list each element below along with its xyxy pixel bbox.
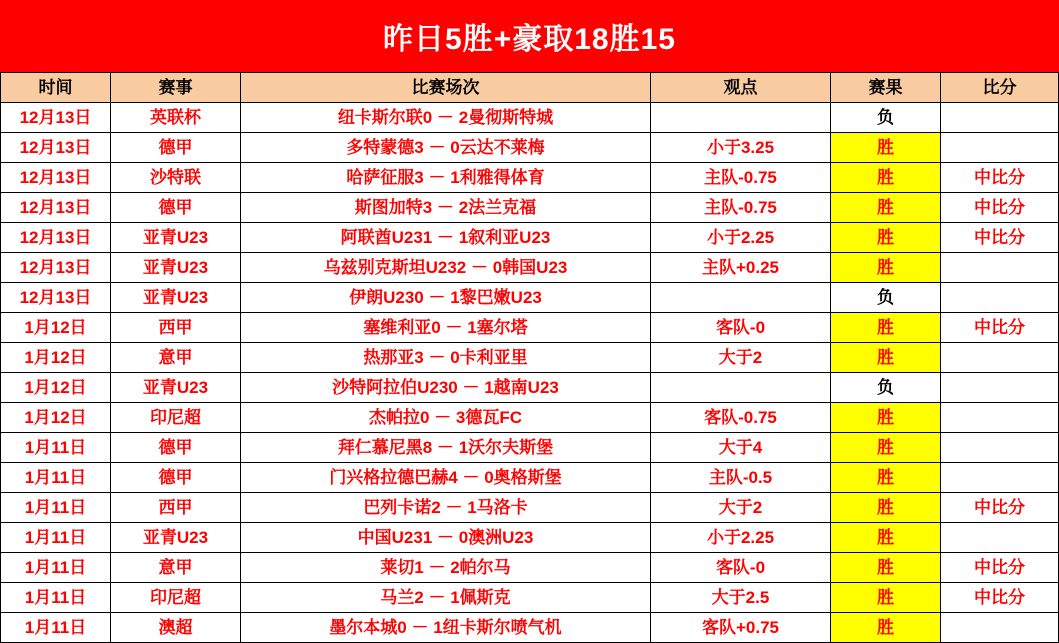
cell-time: 1月12日 [1, 403, 111, 433]
cell-view: 主队-0.75 [651, 163, 831, 193]
cell-match: 多特蒙德3 － 0云达不莱梅 [241, 133, 651, 163]
table-header [1, 73, 1059, 103]
cell-score: 中比分 [941, 223, 1059, 253]
table-row [1, 283, 1059, 313]
status-badge: 胜 [831, 343, 941, 373]
status-badge: 胜 [831, 433, 941, 463]
cell-view: 小于2.25 [651, 523, 831, 553]
cell-time: 1月12日 [1, 373, 111, 403]
table-row [1, 253, 1059, 283]
table-row [1, 163, 1059, 193]
cell-time: 1月12日 [1, 343, 111, 373]
column-header-league: 赛事 [111, 73, 241, 103]
cell-league: 沙特联 [111, 163, 241, 193]
table-row [1, 343, 1059, 373]
cell-view [651, 373, 831, 403]
column-header-result: 赛果 [831, 73, 941, 103]
cell-score: 中比分 [941, 553, 1059, 583]
table-row [1, 103, 1059, 133]
cell-time: 1月11日 [1, 463, 111, 493]
cell-view: 客队-0.75 [651, 403, 831, 433]
cell-time: 1月11日 [1, 553, 111, 583]
status-badge: 胜 [831, 523, 941, 553]
cell-league: 澳超 [111, 613, 241, 643]
cell-view: 客队-0 [651, 553, 831, 583]
status-badge: 胜 [831, 493, 941, 523]
status-badge: 胜 [831, 403, 941, 433]
cell-league: 西甲 [111, 313, 241, 343]
table-row [1, 193, 1059, 223]
status-badge: 胜 [831, 313, 941, 343]
status-badge: 胜 [831, 583, 941, 613]
cell-league: 亚青U23 [111, 523, 241, 553]
status-badge: 胜 [831, 133, 941, 163]
cell-score: 中比分 [941, 313, 1059, 343]
cell-time: 1月11日 [1, 433, 111, 463]
cell-view: 主队+0.25 [651, 253, 831, 283]
cell-league: 印尼超 [111, 583, 241, 613]
cell-view: 大于2.5 [651, 583, 831, 613]
status-badge: 胜 [831, 163, 941, 193]
cell-score [941, 433, 1059, 463]
cell-score: 中比分 [941, 583, 1059, 613]
cell-match: 门兴格拉德巴赫4 － 0奥格斯堡 [241, 463, 651, 493]
column-header-time: 时间 [1, 73, 111, 103]
cell-league: 德甲 [111, 193, 241, 223]
cell-view: 客队-0 [651, 313, 831, 343]
cell-score: 中比分 [941, 193, 1059, 223]
cell-score [941, 613, 1059, 643]
results-table [0, 72, 1059, 643]
cell-time: 12月13日 [1, 223, 111, 253]
status-badge: 胜 [831, 223, 941, 253]
table-row [1, 313, 1059, 343]
status-badge: 胜 [831, 253, 941, 283]
cell-view: 主队-0.5 [651, 463, 831, 493]
cell-league: 印尼超 [111, 403, 241, 433]
cell-score [941, 403, 1059, 433]
table-row [1, 433, 1059, 463]
cell-match: 莱切1 － 2帕尔马 [241, 553, 651, 583]
cell-league: 英联杯 [111, 103, 241, 133]
cell-match: 巴列卡诺2 － 1马洛卡 [241, 493, 651, 523]
cell-league: 德甲 [111, 133, 241, 163]
cell-time: 1月11日 [1, 613, 111, 643]
cell-time: 12月13日 [1, 103, 111, 133]
cell-match: 纽卡斯尔联0 － 2曼彻斯特城 [241, 103, 651, 133]
cell-view [651, 103, 831, 133]
cell-score [941, 253, 1059, 283]
cell-league: 西甲 [111, 493, 241, 523]
cell-time: 1月11日 [1, 583, 111, 613]
cell-match: 拜仁慕尼黑8 － 1沃尔夫斯堡 [241, 433, 651, 463]
table-row [1, 463, 1059, 493]
column-header-view: 观点 [651, 73, 831, 103]
cell-match: 阿联酋U231 － 1叙利亚U23 [241, 223, 651, 253]
cell-match: 马兰2 － 1佩斯克 [241, 583, 651, 613]
cell-view: 小于3.25 [651, 133, 831, 163]
cell-match: 沙特阿拉伯U230 － 1越南U23 [241, 373, 651, 403]
cell-match: 斯图加特3 － 2法兰克福 [241, 193, 651, 223]
cell-time: 12月13日 [1, 163, 111, 193]
cell-score [941, 373, 1059, 403]
cell-league: 德甲 [111, 463, 241, 493]
table-row [1, 223, 1059, 253]
cell-view [651, 283, 831, 313]
cell-time: 1月11日 [1, 523, 111, 553]
cell-view: 大于4 [651, 433, 831, 463]
cell-match: 塞维利亚0 － 1塞尔塔 [241, 313, 651, 343]
cell-time: 1月11日 [1, 493, 111, 523]
cell-match: 墨尔本城0 － 1纽卡斯尔喷气机 [241, 613, 651, 643]
cell-view: 主队-0.75 [651, 193, 831, 223]
cell-view: 小于2.25 [651, 223, 831, 253]
cell-view: 大于2 [651, 343, 831, 373]
table-row [1, 583, 1059, 613]
status-badge: 胜 [831, 613, 941, 643]
status-badge: 负 [831, 373, 941, 403]
cell-view: 大于2 [651, 493, 831, 523]
cell-league: 亚青U23 [111, 253, 241, 283]
cell-time: 12月13日 [1, 283, 111, 313]
cell-match: 中国U231 － 0澳洲U23 [241, 523, 651, 553]
table-body [1, 103, 1059, 643]
cell-league: 亚青U23 [111, 283, 241, 313]
status-badge: 负 [831, 103, 941, 133]
cell-match: 热那亚3 － 0卡利亚里 [241, 343, 651, 373]
cell-score [941, 133, 1059, 163]
cell-score: 中比分 [941, 493, 1059, 523]
cell-league: 亚青U23 [111, 373, 241, 403]
cell-league: 意甲 [111, 553, 241, 583]
cell-score: 中比分 [941, 163, 1059, 193]
cell-match: 乌兹别克斯坦U232 － 0韩国U23 [241, 253, 651, 283]
table-row [1, 403, 1059, 433]
table-row [1, 613, 1059, 643]
table-row [1, 133, 1059, 163]
cell-view: 客队+0.75 [651, 613, 831, 643]
cell-score [941, 283, 1059, 313]
table-row [1, 553, 1059, 583]
table-row [1, 523, 1059, 553]
cell-league: 德甲 [111, 433, 241, 463]
column-header-score: 比分 [941, 73, 1059, 103]
status-badge: 负 [831, 283, 941, 313]
cell-score [941, 343, 1059, 373]
status-badge: 胜 [831, 193, 941, 223]
table-row [1, 373, 1059, 403]
cell-time: 12月13日 [1, 253, 111, 283]
status-badge: 胜 [831, 553, 941, 583]
cell-league: 意甲 [111, 343, 241, 373]
cell-score [941, 523, 1059, 553]
table-row [1, 493, 1059, 523]
page-title: 昨日5胜+豪取18胜15 [0, 0, 1059, 72]
cell-match: 杰帕拉0 － 3德瓦FC [241, 403, 651, 433]
cell-time: 12月13日 [1, 193, 111, 223]
cell-match: 伊朗U230 － 1黎巴嫩U23 [241, 283, 651, 313]
cell-score [941, 463, 1059, 493]
status-badge: 胜 [831, 463, 941, 493]
column-header-match: 比赛场次 [241, 73, 651, 103]
cell-time: 12月13日 [1, 133, 111, 163]
cell-time: 1月12日 [1, 313, 111, 343]
cell-league: 亚青U23 [111, 223, 241, 253]
cell-score [941, 103, 1059, 133]
header-row [1, 73, 1059, 103]
cell-match: 哈萨征服3 － 1利雅得体育 [241, 163, 651, 193]
